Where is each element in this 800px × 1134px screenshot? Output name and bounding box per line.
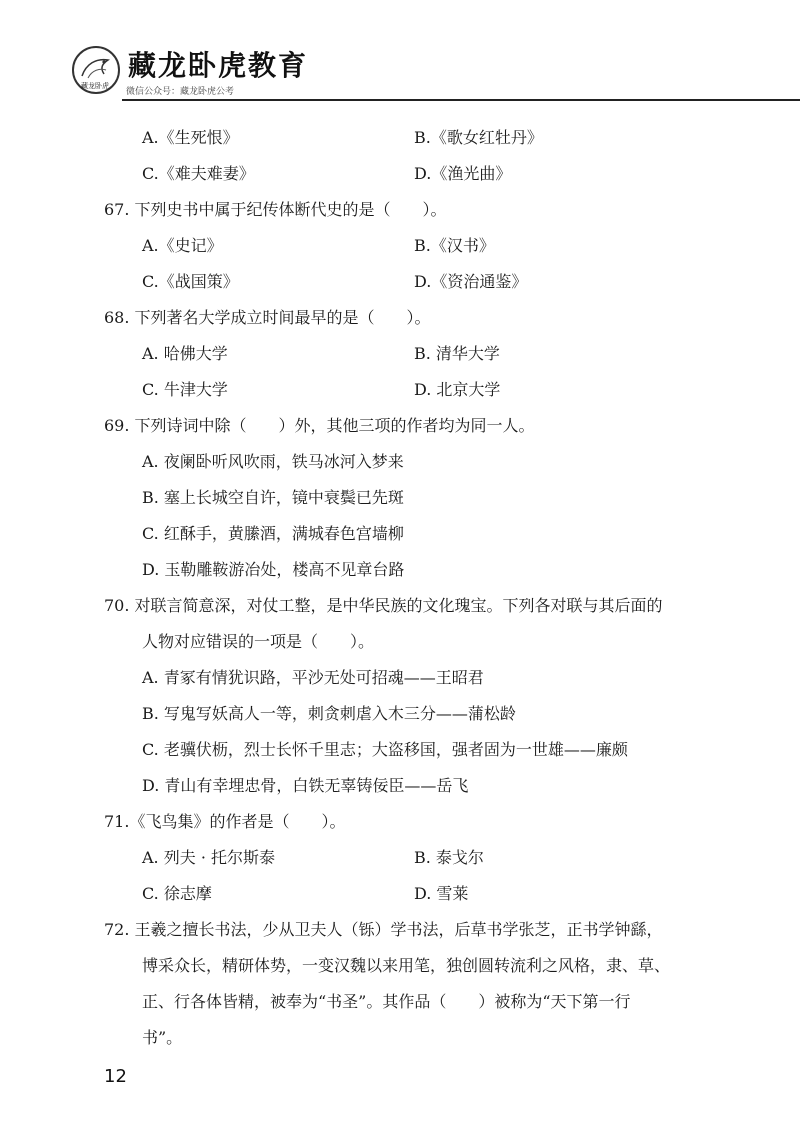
q67-options-row-1 [104, 226, 724, 262]
q68-options-row-1 [104, 334, 724, 370]
q71-stem: 71.《飞鸟集》的作者是（ ）。 [104, 811, 346, 831]
q66-option-c: C.《难夫难妻》 [142, 163, 255, 183]
q70-option-b: B. 写鬼写妖高人一等，刺贪刺虐入木三分——蒲松龄 [142, 703, 516, 723]
q72-stem-line-1: 72. 王羲之擅长书法，少从卫夫人（铄）学书法，后草书学张芝，正书学钟繇， [104, 919, 663, 939]
q66-options-row-1 [104, 118, 724, 154]
question-list [104, 118, 724, 1054]
q69-option-b: B. 塞上长城空自许，镜中衰鬓已先斑 [142, 487, 404, 507]
q67-option-a: A.《史记》 [142, 235, 223, 255]
q68-options-row-2 [104, 370, 724, 406]
q67-option-d: D.《资治通鉴》 [414, 271, 528, 291]
q70-option-a: A. 青冢有情犹识路，平沙无处可招魂——王昭君 [142, 667, 484, 687]
q68-option-c: C. 牛津大学 [142, 379, 228, 399]
q71-option-b: B. 泰戈尔 [414, 847, 484, 867]
brand-subtitle: 微信公众号：藏龙卧虎公考 [126, 87, 235, 97]
header-divider [122, 99, 800, 101]
q70-option-d: D. 青山有幸埋忠骨，白铁无辜铸佞臣——岳飞 [142, 775, 469, 795]
q70-option-c: C. 老骥伏枥，烈士长怀千里志；大盗移国，强者固为一世雄——廉颇 [142, 739, 628, 759]
q67-options-row-2 [104, 262, 724, 298]
q69-stem: 69. 下列诗词中除（ ）外，其他三项的作者均为同一人。 [104, 415, 535, 435]
q70-stem-line-2: 人物对应错误的一项是（ ）。 [142, 631, 375, 651]
q69-option-c: C. 红酥手，黄縢酒，满城春色宫墙柳 [142, 523, 404, 543]
q72-stem-line-2: 博采众长，精研体势，一变汉魏以来用笔，独创圆转流利之风格，隶、草、 [142, 955, 671, 975]
brand-title: 藏龙卧虎教育 [128, 49, 309, 82]
q66-option-b: B.《歌女红牡丹》 [414, 127, 543, 147]
q71-option-c: C. 徐志摩 [142, 883, 212, 903]
brand-logo [72, 46, 120, 94]
q68-option-b: B. 清华大学 [414, 343, 500, 363]
q66-option-a: A.《生死恨》 [142, 127, 239, 147]
q66-options-row-2 [104, 154, 724, 190]
q71-options-row-1 [104, 838, 724, 874]
q70-stem-line-1: 70. 对联言简意深，对仗工整，是中华民族的文化瑰宝。下列各对联与其后面的 [104, 595, 663, 615]
q71-option-d: D. 雪莱 [414, 883, 469, 903]
q66-option-d: D.《渔光曲》 [414, 163, 512, 183]
q72-stem-line-4: 书”。 [142, 1027, 183, 1047]
page-number: 12 [104, 1066, 127, 1087]
q69-option-a: A. 夜阑卧听风吹雨，铁马冰河入梦来 [142, 451, 404, 471]
q69-option-d: D. 玉勒雕鞍游冶处，楼高不见章台路 [142, 559, 405, 579]
page-header [0, 0, 800, 106]
q71-option-a: A. 列夫 · 托尔斯泰 [142, 847, 275, 867]
q68-option-a: A. 哈佛大学 [142, 343, 228, 363]
q67-option-c: C.《战国策》 [142, 271, 239, 291]
logo-caption: 藏龙卧虎 [81, 82, 109, 90]
q72-stem-line-3: 正、行各体皆精，被奉为“书圣”。其作品（ ）被称为“天下第一行 [142, 991, 631, 1011]
q71-options-row-2 [104, 874, 724, 910]
q68-stem: 68. 下列著名大学成立时间最早的是（ ）。 [104, 307, 431, 327]
q67-option-b: B.《汉书》 [414, 235, 495, 255]
q68-option-d: D. 北京大学 [414, 379, 501, 399]
q67-stem: 67. 下列史书中属于纪传体断代史的是（ ）。 [104, 199, 447, 219]
